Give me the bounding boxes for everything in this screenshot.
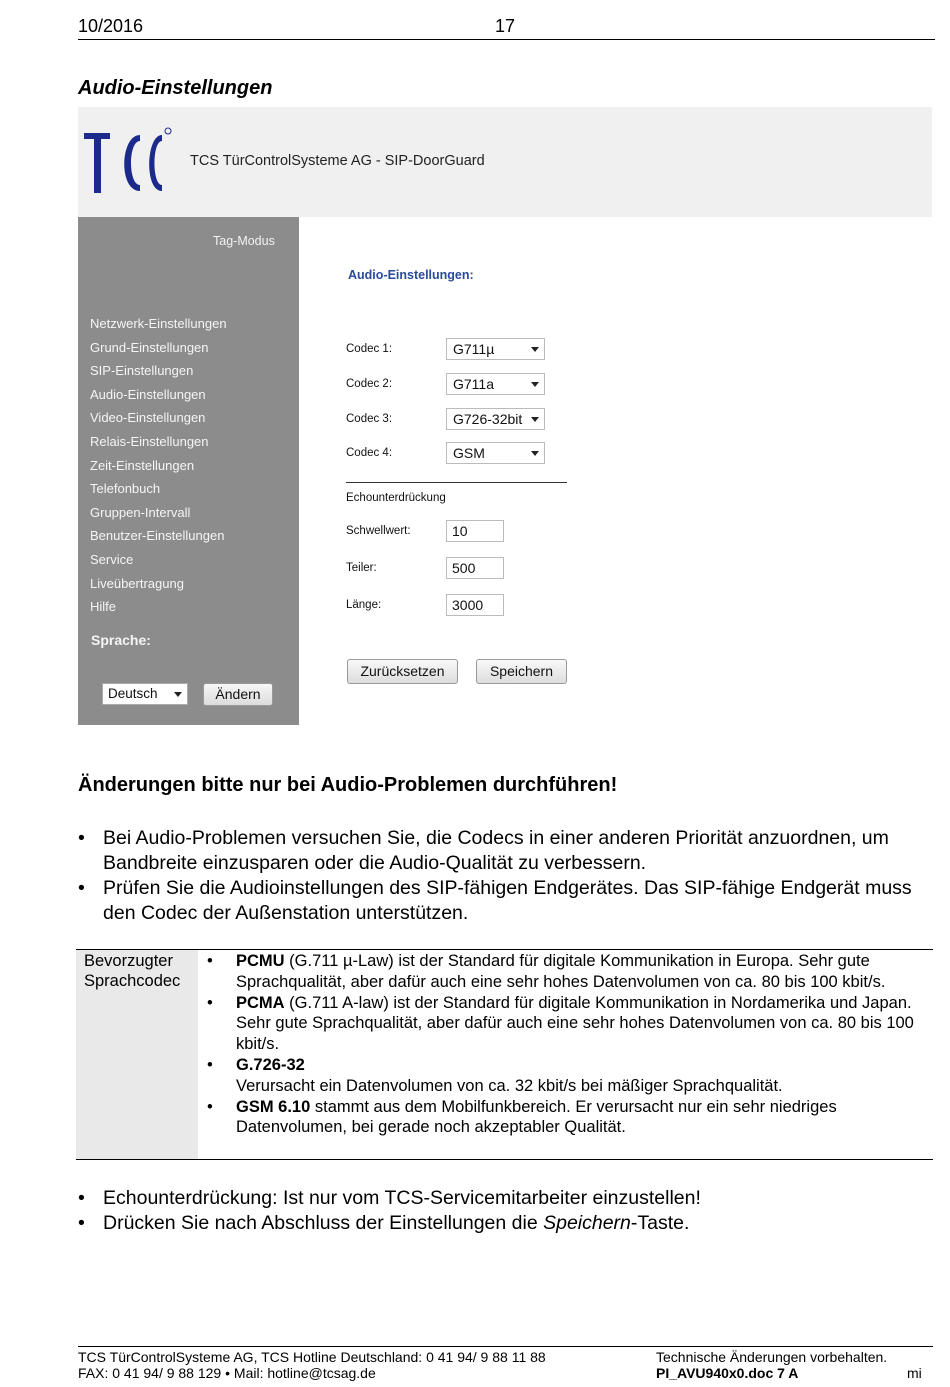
table-content-cell [207, 951, 927, 1138]
list-item: • Echounterdrückung: Ist nur vom TCS-Servicemitarbeiter einzustellen! [78, 1187, 701, 1209]
header-date: 10/2016 [78, 16, 144, 36]
chevron-down-icon [531, 347, 539, 352]
web-interface-screenshot [78, 107, 932, 725]
save-key-name: Speichern [543, 1212, 631, 1234]
codec-name: GSM 6.10 [236, 1097, 311, 1116]
table-row: • PCMU (G.711 µ-Law) ist der Standard für digitale Kommunikation in Europa. Sehr gute Sprachqualität, aber dafür auch eine sehr hohes Datenvolumen von ca. 80 bis 100 kbit/s. [207, 952, 886, 991]
nav-item-hilfe[interactable]: Hilfe [90, 599, 117, 615]
codec2-value: G711a [453, 376, 494, 392]
codec-name: PCMA [236, 993, 285, 1012]
footer-doc-id: PI_AVU940x0.doc 7 A [656, 1365, 799, 1381]
nav-item-zeit[interactable]: Zeit-Einstellungen [90, 457, 195, 473]
nav-item-gruppen[interactable]: Gruppen-Intervall [90, 504, 191, 520]
list-item: • Prüfen Sie die Audioinstellungen des SIP-fähigen Endgerätes. Das SIP-fähige Endgerät muss den Codec der Außenstation unterstützen. [78, 877, 912, 924]
chevron-down-icon [531, 382, 539, 387]
footer-left [78, 1349, 546, 1381]
list-item-text: Prüfen Sie die Audioinstellungen des SIP-fähigen Endgerätes. Das SIP-fähige Endgerät muss den Codec der Außenstation unterstützen. [103, 877, 912, 924]
divider [346, 482, 567, 483]
codec-name: G.726-32 [236, 1055, 305, 1074]
table-label-line2: Sprachcodec [84, 972, 181, 990]
list-item-text: Echounterdrückung: Ist nur vom TCS-Servicemitarbeiter einzustellen! [103, 1187, 701, 1209]
nav-item-audio[interactable]: Audio-Einstellungen [90, 386, 206, 402]
echo-heading: Echounterdrückung [346, 492, 446, 504]
chevron-down-icon [531, 451, 539, 456]
codec2-select[interactable] [446, 373, 545, 395]
footer-initials: mi [907, 1365, 922, 1381]
footer-notice: Technische Änderungen vorbehalten. [656, 1349, 888, 1365]
codec4-label: Codec 4: [346, 447, 393, 459]
mode-link[interactable]: Tag-Modus [213, 234, 275, 248]
codec2-label: Codec 2: [346, 378, 393, 390]
list-item-text-post: -Taste. [630, 1212, 690, 1234]
web-sidebar [78, 217, 299, 725]
page-header [78, 14, 935, 40]
codec-name: PCMU [236, 952, 285, 970]
footer-contact: TCS TürControlSysteme AG, TCS Hotline Deutschland: 0 41 94/ 9 88 11 88 [78, 1349, 546, 1365]
nav-item-sip[interactable]: SIP-Einstellungen [90, 363, 194, 379]
bullet-list-2 [78, 1186, 938, 1236]
nav-item-relais[interactable]: Relais-Einstellungen [90, 433, 209, 449]
nav-item-telefonbuch[interactable]: Telefonbuch [90, 481, 161, 497]
footer-right [656, 1349, 887, 1381]
codec-description: (G.711 µ-Law) ist der Standard für digitale Kommunikation in Europa. Sehr gute Sprachqualität, aber dafür auch eine sehr hohes Datenvolumen von ca. 80 bis 100 kbit/s. [236, 952, 886, 991]
nav-menu [90, 312, 227, 619]
table-row: • PCMA (G.711 A-law) ist der Standard für digitale Kommunikation in Nordamerika und Japan. Sehr gute Sprachqualität, aber dafür auch eine sehr hohes Datenvolumen von ca. 80 bis 100 kbit/s. [207, 993, 914, 1054]
form-title: Audio-Einstellungen: [348, 268, 474, 282]
threshold-label: Schwellwert: [346, 525, 411, 537]
nav-item-netzwerk[interactable]: Netzwerk-Einstellungen [90, 316, 227, 331]
list-item: • Bei Audio-Problemen versuchen Sie, die Codecs in einer anderen Priorität anzuordnen, um Bandbreite einzusparen oder die Audio-Qualität zu verbessern. [78, 827, 889, 874]
codec3-select[interactable] [446, 408, 545, 430]
language-label: Sprache: [91, 632, 151, 648]
table-row: • G.726-32 Verursacht ein Datenvolumen von ca. 32 kbit/s bei mäßiger Sprachqualität. [207, 1055, 783, 1095]
list-item-text-pre: Drücken Sie nach Abschluss der Einstellungen die [103, 1212, 544, 1234]
codec1-select[interactable] [446, 338, 545, 360]
brand-title: TCS TürControlSysteme AG - SIP-DoorGuard [190, 153, 485, 169]
list-item-text: Bei Audio-Problemen versuchen Sie, die Codecs in einer anderen Priorität anzuordnen, um Bandbreite einzusparen oder die Audio-Qualität zu verbessern. [103, 827, 889, 874]
length-input[interactable]: 3000 [446, 594, 504, 616]
codec-description: Verursacht ein Datenvolumen von ca. 32 kbit/s bei mäßiger Sprachqualität. [236, 1076, 783, 1095]
codec3-label: Codec 3: [346, 413, 393, 425]
nav-item-live[interactable]: Liveübertragung [90, 575, 184, 591]
reset-button[interactable]: Zurücksetzen [347, 659, 458, 684]
tcs-logo-icon [82, 125, 172, 197]
footer-fax-mail: FAX: 0 41 94/ 9 88 129 • Mail: hotline@tcsag.de [78, 1365, 376, 1381]
nav-item-video[interactable]: Video-Einstellungen [90, 410, 206, 426]
change-language-button[interactable]: Ändern [203, 683, 273, 706]
nav-item-service[interactable]: Service [90, 551, 134, 567]
divider-label: Teiler: [346, 562, 377, 574]
nav-item-grund[interactable]: Grund-Einstellungen [90, 339, 209, 355]
codec4-value: GSM [453, 445, 485, 461]
chevron-down-icon [174, 692, 182, 697]
language-select[interactable] [102, 683, 188, 705]
table-label-line1: Bevorzugter [84, 952, 173, 970]
codec1-value: G711µ [453, 341, 495, 357]
bullet-list-1 [78, 826, 938, 926]
codec-description: stammt aus dem Mobilfunkbereich. Er verursacht nur ein sehr niedriges Datenvolumen, bei gerade noch akzeptabler Qualität. [236, 1097, 837, 1137]
codec3-value: G726-32bit [453, 411, 523, 427]
length-label: Länge: [346, 599, 382, 611]
codec-table [76, 949, 933, 1160]
page-footer [78, 1346, 933, 1381]
web-header [78, 107, 932, 217]
table-label-cell [76, 950, 198, 1159]
codec4-select[interactable] [446, 442, 545, 464]
divider-input[interactable]: 500 [446, 557, 504, 579]
language-value: Deutsch [108, 686, 158, 701]
table-row: • GSM 6.10 stammt aus dem Mobilfunkbereich. Er verursacht nur ein sehr niedriges Datenvolumen, bei gerade noch akzeptabler Qualität. [207, 1097, 837, 1137]
section-title: Audio-Einstellungen [78, 77, 273, 99]
warning-heading: Änderungen bitte nur bei Audio-Problemen durchführen! [78, 774, 618, 796]
page-number: 17 [495, 16, 516, 36]
list-item: • Drücken Sie nach Abschluss der Einstellungen die Speichern-Taste. [78, 1212, 690, 1234]
codec1-label: Codec 1: [346, 343, 393, 355]
codec-description: (G.711 A-law) ist der Standard für digitale Kommunikation in Nordamerika und Japan. Sehr gute Sprachqualität, aber dafür auch eine sehr hohes Datenvolumen von ca. 80 bis 100 kbit/s. [236, 993, 914, 1054]
nav-item-benutzer[interactable]: Benutzer-Einstellungen [90, 528, 225, 544]
save-button[interactable]: Speichern [476, 659, 567, 684]
chevron-down-icon [531, 417, 539, 422]
threshold-input[interactable]: 10 [446, 520, 504, 542]
